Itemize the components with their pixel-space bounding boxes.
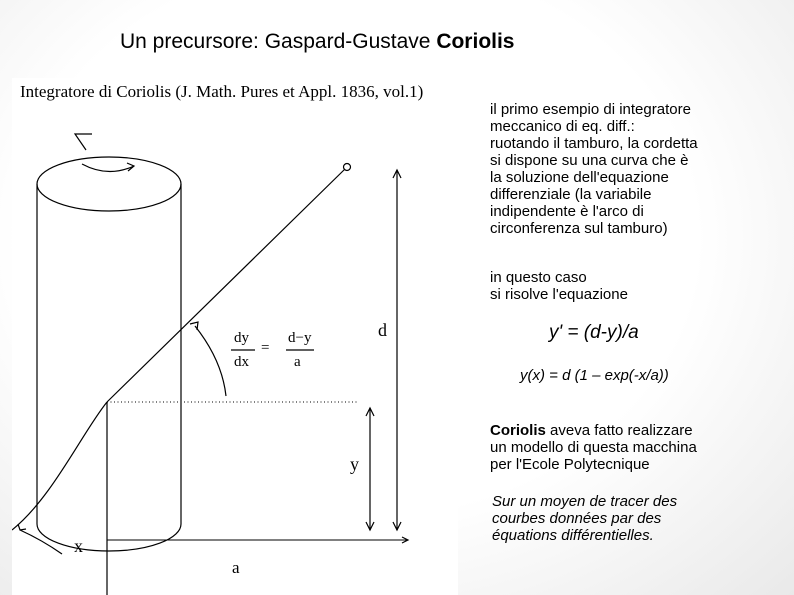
equation-intro <box>490 269 628 303</box>
reference-line: équations différentielles. <box>492 527 654 544</box>
model-line-first <box>490 422 697 439</box>
angle-arc-head <box>190 322 198 330</box>
coriolis-integrator-figure <box>12 78 458 595</box>
cord-line <box>107 169 345 402</box>
description-line: differenziale (la variabile <box>490 186 652 203</box>
reference-line: Sur un moyen de tracer des <box>492 493 678 510</box>
model-line: per l'Ecole Polytecnique <box>490 456 650 473</box>
model-line: un modello di questa macchina <box>490 439 697 456</box>
description-line: il primo esempio di integratore <box>490 101 691 118</box>
description-paragraph <box>490 101 698 237</box>
solution-curve <box>12 402 107 530</box>
french-title-reference <box>492 493 677 544</box>
label-a: a <box>232 558 240 577</box>
x-arc-head <box>18 524 26 530</box>
title-name: Coriolis <box>436 30 515 53</box>
model-paragraph <box>490 422 697 473</box>
eq-dy: dy <box>234 330 249 346</box>
top-marker <box>75 134 92 150</box>
coriolis-name: Coriolis <box>490 422 546 439</box>
angle-arc <box>195 326 226 396</box>
eq-dx: dx <box>234 354 249 370</box>
drum-top-ellipse <box>37 157 181 211</box>
eq-denominator: a <box>294 354 301 370</box>
eq-numerator: d−y <box>288 330 312 346</box>
intro-line: si risolve l'equazione <box>490 286 628 303</box>
intro-line: in questo caso <box>490 269 587 286</box>
label-x: x <box>74 536 83 556</box>
title-prefix: Un precursore: Gaspard-Gustave <box>120 30 437 53</box>
figure-caption: Integratore di Coriolis (J. Math. Pures et Appl. 1836, vol.1) <box>20 82 424 101</box>
eq-equals: = <box>261 340 270 356</box>
solution-formula: y(x) = d (1 – exp(-x/a)) <box>520 367 669 384</box>
cord-pivot <box>344 164 351 171</box>
drum-bottom-arc <box>37 524 181 551</box>
model-line-rest: aveva fatto realizzare <box>545 422 693 439</box>
label-y: y <box>350 454 359 474</box>
slide-title <box>120 30 515 54</box>
reference-line: courbes données par des <box>492 510 662 527</box>
description-line: ruotando il tamburo, la cordetta <box>490 135 698 152</box>
description-line: meccanico di eq. diff.: <box>490 118 635 135</box>
rotation-arrow <box>82 164 134 172</box>
label-d: d <box>378 320 387 340</box>
description-line: si dispone su una curva che è <box>490 152 689 169</box>
description-line: indipendente è l'arco di <box>490 203 644 220</box>
description-line: circonferenza sul tamburo) <box>490 220 668 237</box>
differential-equation: y' = (d-y)/a <box>549 322 639 343</box>
description-line: la soluzione dell'equazione <box>490 169 669 186</box>
